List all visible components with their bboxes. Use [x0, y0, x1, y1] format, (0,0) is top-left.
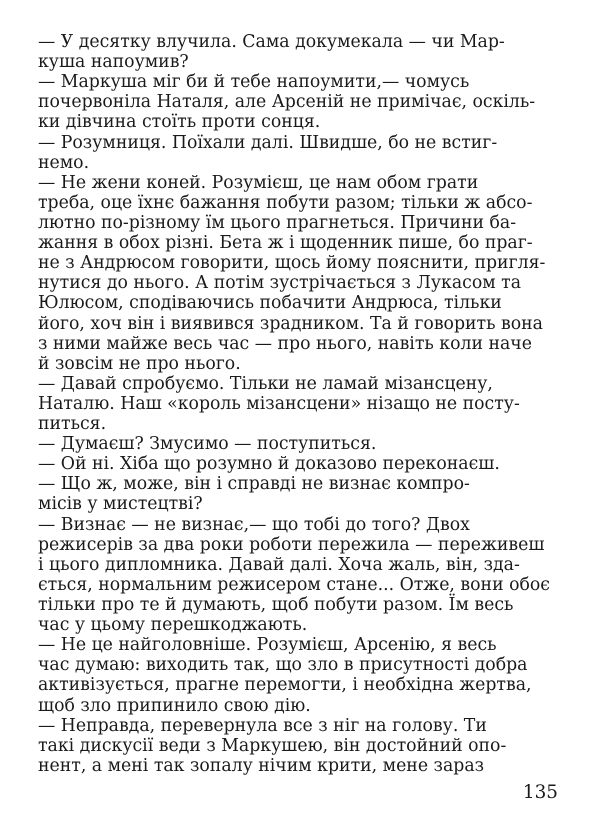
text-line: — Розумниця. Поїхали далі. Швидше, бо не встиг- [38, 132, 498, 153]
text-line: Юлюсом, сподіваючись побачити Андрюса, тільки [38, 293, 502, 314]
text-line: нент, а мені так зопалу нічим крити, мене зараз [38, 755, 485, 776]
text-line: з ними майже весь час — про нього, навіть коли наче [38, 333, 532, 354]
text-line: і цього дипломника. Давай далі. Хоча жаль, він, зда- [38, 554, 520, 575]
text-line: — Не жени коней. Розумієш, це нам обом грати [38, 172, 479, 193]
text-line: такі дискусії веди з Маркушею, він достойний опо- [38, 735, 507, 756]
text-line: активізується, прагне перемогти, і необхідна жертва, [38, 675, 532, 696]
text-line: Наталю. Наш «король мізансцени» нізащо не посту- [38, 393, 520, 414]
text-line: — Не це найголовніше. Розумієш, Арсенію, я весь [38, 635, 497, 656]
text-line: нутися до нього. А потім зустрічається з Лукасом та [38, 273, 522, 294]
text-line: питься. [38, 414, 107, 435]
text-line: лютно по-різному їм цього прагнеться. Причини ба- [38, 212, 517, 233]
text-line: не з Андрюсом говорити, щось йому пояснити, пригля- [38, 253, 546, 274]
text-line: тільки про те й думають, щоб побути разом. Їм весь [38, 595, 514, 616]
text-line: — Неправда, перевернула все з ніг на голову. Ти [38, 715, 487, 736]
text-line: ється, нормальним режисером стане... Отже, вони обоє [38, 574, 550, 595]
text-line: — У десятку влучила. Сама докумекала — чи Мар- [38, 32, 505, 52]
text-line: час у цьому перешкоджають. [38, 615, 308, 636]
text-line: — Думаєш? Змусимо — поступиться. [38, 434, 377, 455]
text-line: щоб зло припинило свою дію. [38, 695, 311, 716]
text-line: місів у мистецтві? [38, 494, 203, 515]
text-line: почервоніла Наталя, але Арсеній не примічає, оскіль- [38, 92, 536, 113]
text-line: його, хоч він і виявився зрадником. Та й говорить вона [38, 313, 543, 334]
text-line: ки дівчина стоїть проти сонця. [38, 112, 321, 133]
text-line: — Що ж, може, він і справді не визнає компро- [38, 474, 470, 495]
text-line: — Визнає — не визнає,— що тобі до того? Двох [38, 514, 470, 535]
text-line: немо. [38, 152, 90, 173]
text-line: режисерів за два роки роботи пережила — переживеш [38, 534, 545, 555]
text-line: жання в обох різні. Бета ж і щоденник пише, бо праг- [38, 233, 533, 254]
text-line: й зовсім не про нього. [38, 353, 241, 374]
text-line: — Ой ні. Хіба що розумно й доказово переконаєш. [38, 454, 500, 475]
text-line: час думаю: виходить так, що зло в присутності добра [38, 655, 528, 676]
text-line: треба, оце їхнє бажання побути разом; тільки ж абсо- [38, 192, 533, 213]
page-number: 135 [522, 782, 558, 803]
text-line: — Маркуша міг би й тебе напоумити,— чомусь [38, 72, 470, 93]
book-page [38, 32, 558, 812]
text-line: — Давай спробуємо. Тільки не ламай мізансцену, [38, 373, 493, 394]
text-line: куша напоумив? [38, 52, 189, 73]
